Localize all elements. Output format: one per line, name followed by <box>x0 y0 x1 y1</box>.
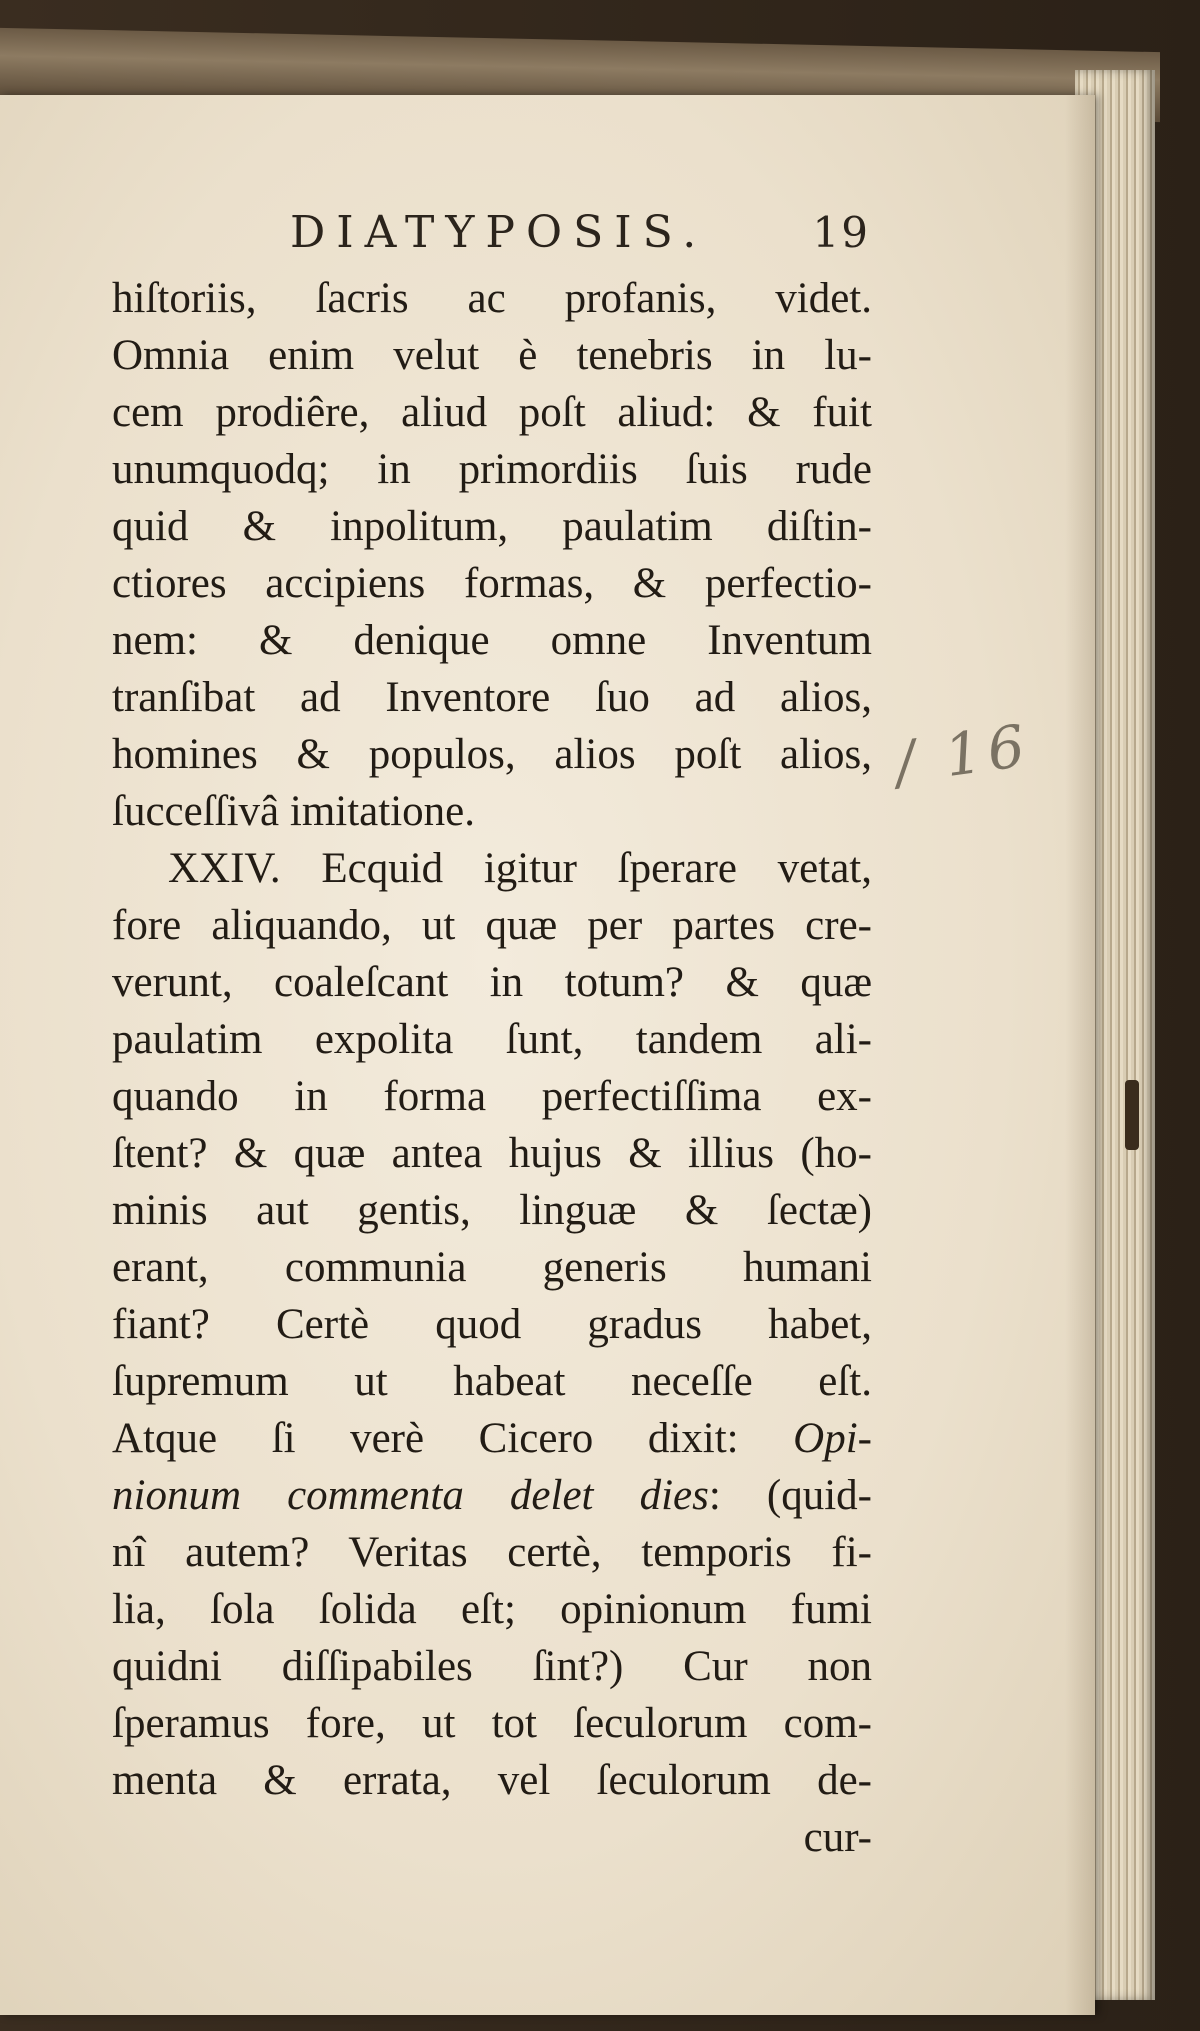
text-line: quidni diſſipabiles ſint?) Cur non <box>112 1643 872 1690</box>
text-line: ſucceſſivâ imitatione. <box>112 788 475 835</box>
page-number: 19 <box>812 208 870 257</box>
text-line: quid & inpolitum, paulatim diſtin- <box>112 503 872 550</box>
text-line: ſtent? & quæ antea hujus & illius (ho- <box>112 1130 872 1177</box>
quotation-italic: Opi- <box>793 1415 872 1462</box>
text-roman: : (quid- <box>708 1472 872 1519</box>
text-line: paulatim expolita ſunt, tandem ali- <box>112 1016 872 1063</box>
text-line: fiant? Certè quod gradus habet, <box>112 1301 872 1348</box>
text-line: minis aut gentis, linguæ & ſectæ) <box>112 1187 872 1234</box>
text-line: nem: & denique omne Inventum <box>112 617 872 664</box>
text-line: erant, communia generis humani <box>112 1244 872 1291</box>
running-head <box>290 207 870 258</box>
catchword: cur- <box>803 1814 872 1861</box>
text-line: quando in forma perfectiſſima ex- <box>112 1073 872 1120</box>
section-start-line: XXIV. Ecquid igitur ſperare vetat, <box>168 845 872 892</box>
book-page <box>0 95 1095 2015</box>
text-line: hiſtoriis, ſacris ac profanis, videt. <box>112 275 872 322</box>
text-line: lia, ſola ſolida eſt; opinionum fumi <box>112 1586 872 1633</box>
body-text <box>112 270 872 1866</box>
binding-mark <box>1125 1080 1139 1150</box>
text-line: menta & errata, vel ſeculorum de- <box>112 1757 872 1804</box>
text-line: ſperamus fore, ut tot ſeculorum com- <box>112 1700 872 1747</box>
text-roman: Atque ſi verè Cicero dixit: <box>112 1415 794 1462</box>
text-line: cem prodiêre, aliud poſt aliud: & fuit <box>112 389 872 436</box>
text-line: unumquodq; in primordiis ſuis rude <box>112 446 872 493</box>
text-line: nî autem? Veritas certè, temporis fi- <box>112 1529 872 1576</box>
running-title: DIATYPOSIS. <box>290 207 708 258</box>
text-line <box>112 1410 872 1467</box>
text-line: ſupremum ut habeat neceſſe eſt. <box>112 1358 872 1405</box>
quotation-italic: nionum commenta delet dies <box>112 1472 709 1519</box>
text-line: ctiores accipiens formas, & perfectio- <box>112 560 872 607</box>
text-line: verunt, coaleſcant in totum? & quæ <box>112 959 872 1006</box>
text-line: Omnia enim velut è tenebris in lu- <box>112 332 872 379</box>
text-line: homines & populos, alios poſt alios, <box>112 731 872 778</box>
handwritten-margin-note: / 16 <box>890 710 1035 798</box>
text-line: fore aliquando, ut quæ per partes cre- <box>112 902 872 949</box>
text-line <box>112 1467 872 1524</box>
text-line: tranſibat ad Inventore ſuo ad alios, <box>112 674 872 721</box>
